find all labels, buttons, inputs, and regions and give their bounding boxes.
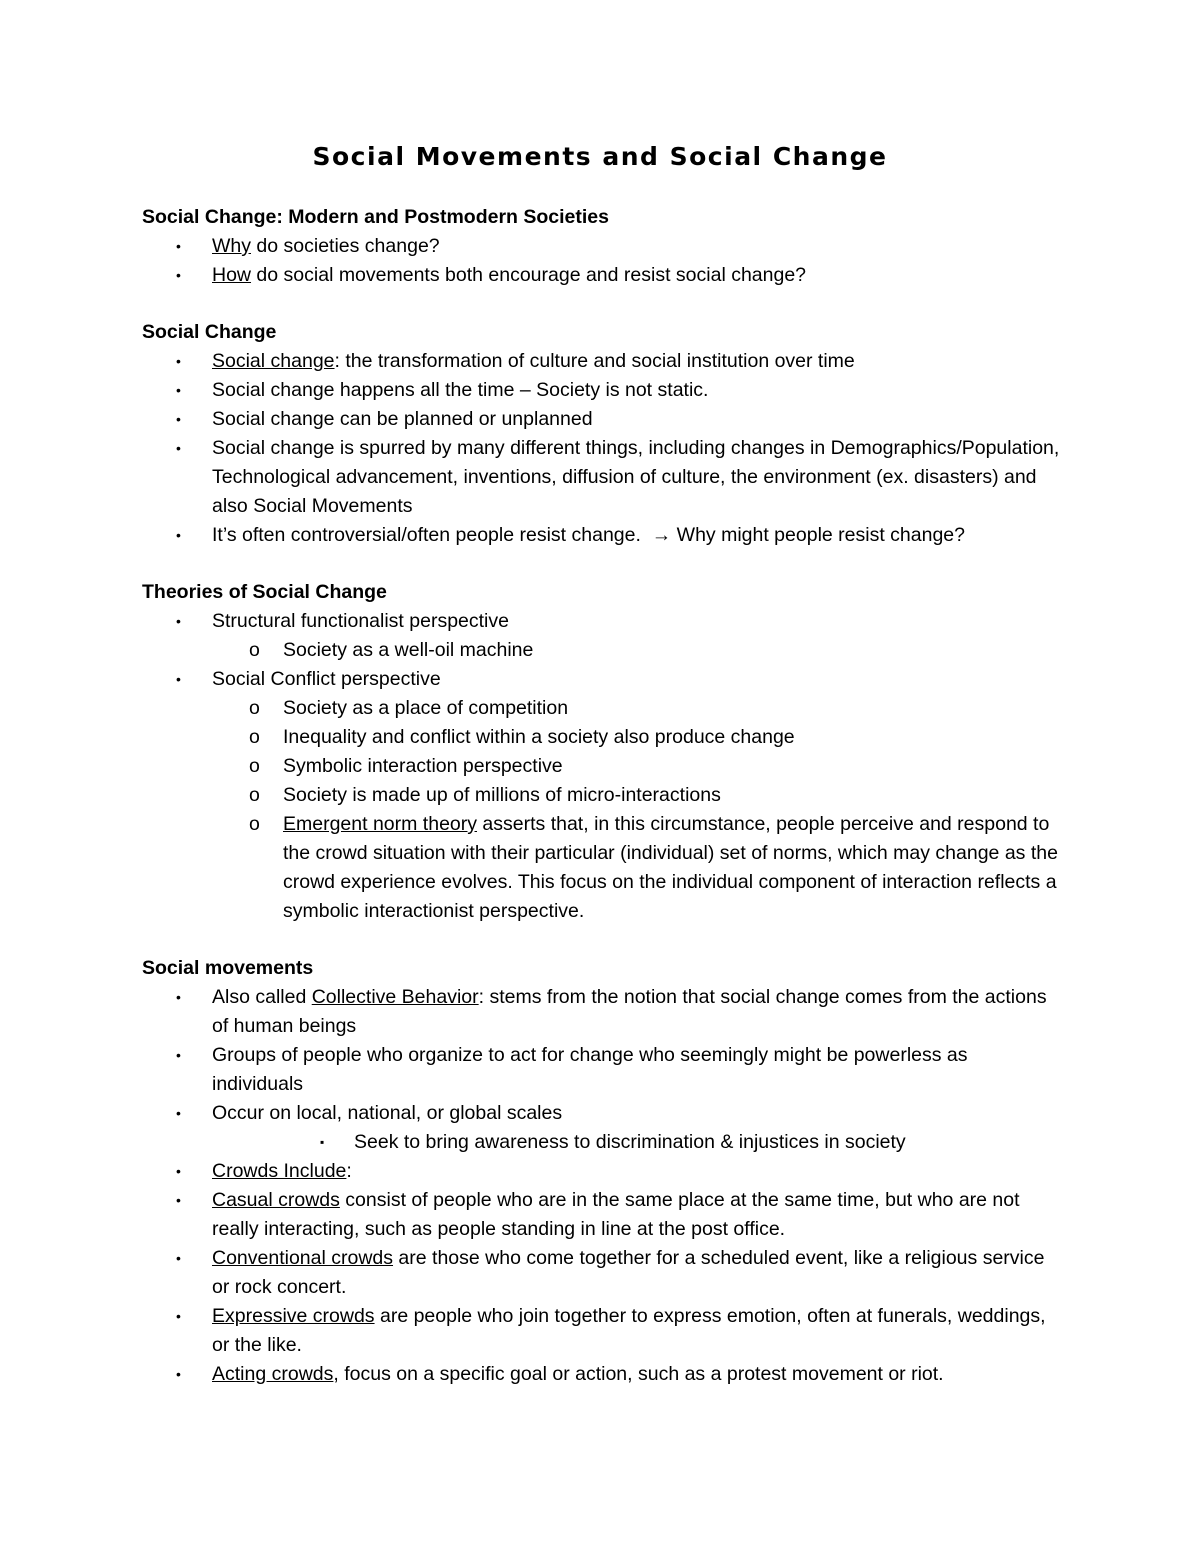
circle-marker: o	[249, 639, 260, 661]
item-text: Structural functionalist perspective	[212, 610, 509, 632]
bullet-list	[142, 347, 1062, 550]
item-text: Social Conflict perspective	[212, 668, 441, 690]
circle-marker: o	[249, 813, 260, 835]
item-text: Inequality and conflict within a society also produce change	[283, 726, 795, 748]
bullet-marker: •	[176, 267, 181, 283]
square-marker: ▪	[320, 1135, 325, 1149]
list-item	[142, 665, 1062, 694]
bullet-marker: •	[176, 382, 181, 398]
key-term: Crowds Include	[212, 1160, 347, 1182]
section-heading: Social Change: Modern and Postmodern Societies	[142, 206, 610, 228]
bullet-marker: •	[176, 671, 181, 687]
list-item	[142, 1099, 1062, 1128]
key-term: Social change	[212, 350, 335, 372]
item-text: Society as a well-oil machine	[283, 639, 534, 661]
item-text: Groups of people who organize to act for change who seemingly might be powerless as individuals	[212, 1044, 968, 1095]
item-text: Social change can be planned or unplanned	[212, 408, 593, 430]
item-text: Seek to bring awareness to discrimination & injustices in society	[354, 1131, 906, 1153]
sub-list-item	[142, 723, 1062, 752]
item-text: Society as a place of competition	[283, 697, 569, 719]
circle-marker: o	[249, 697, 260, 719]
list-item	[142, 1157, 1062, 1186]
bullet-marker: •	[176, 1250, 181, 1266]
list-item	[142, 376, 1062, 405]
key-term: Expressive crowds	[212, 1305, 375, 1327]
item-text: : the transformation of culture and social institution over time	[334, 350, 855, 372]
key-term: Emergent norm theory	[283, 813, 478, 835]
list-item	[142, 261, 1062, 290]
list-item	[142, 983, 1062, 1041]
bullet-marker: •	[176, 1047, 181, 1063]
item-text: Society is made up of millions of micro-interactions	[283, 784, 721, 806]
list-item	[142, 347, 1062, 376]
document-title: Social Movements and Social Change	[312, 142, 888, 171]
list-item	[142, 1244, 1062, 1302]
list-item	[142, 405, 1062, 434]
sub-list-item	[142, 694, 1062, 723]
bullet-list	[142, 232, 1062, 290]
item-text: do societies change?	[251, 235, 440, 257]
section-heading: Social movements	[142, 957, 314, 979]
bullet-marker: •	[176, 1366, 181, 1382]
item-text: Symbolic interaction perspective	[283, 755, 563, 777]
item-text: consist of people who are in the same place at the same time, but who are not really interacting, such as people standing in line at the post office.	[212, 1189, 1020, 1240]
key-term: Why	[212, 235, 251, 257]
bullet-marker: •	[176, 1192, 181, 1208]
bullet-list	[142, 983, 1062, 1389]
key-term: Conventional crowds	[212, 1247, 394, 1269]
list-item	[142, 1186, 1062, 1244]
item-text: are people who join together to express emotion, often at funerals, weddings, or the like.	[212, 1305, 1046, 1356]
circle-marker: o	[249, 755, 260, 777]
item-text: asserts that, in this circumstance, people perceive and respond to the crowd situation with their particular (individual) set of norms, which may change as the crowd experience evolves. This focus on the individual component of interaction reflects a symbolic interactionist perspective.	[283, 813, 1058, 922]
bullet-marker: •	[176, 1105, 181, 1121]
sub-list-item	[142, 636, 1062, 665]
circle-marker: o	[249, 726, 260, 748]
circle-marker: o	[249, 784, 260, 806]
list-item	[142, 434, 1062, 521]
key-term: Casual crowds	[212, 1189, 340, 1211]
arrow-right-icon: →	[651, 524, 672, 546]
item-text: Why might people resist change?	[671, 524, 965, 546]
list-item	[142, 232, 1062, 261]
item-text: are those who come together for a scheduled event, like a religious service or rock concert.	[212, 1247, 1045, 1298]
bullet-marker: •	[176, 1163, 181, 1179]
item-text: Occur on local, national, or global scales	[212, 1102, 563, 1124]
key-term: Acting crowds	[212, 1363, 334, 1385]
sub-list-item	[142, 810, 1062, 926]
item-text: : stems from the notion that social change comes from the actions of human beings	[212, 986, 1047, 1037]
list-item	[142, 1360, 1062, 1389]
item-text: Also called	[212, 986, 312, 1008]
item-text: Social change is spurred by many different things, including changes in Demographics/Population, Technological advancement, inventions, diffusion of culture, the environment (ex. disasters) and also Social Movements	[212, 437, 1060, 517]
sub-sub-list-item	[142, 1128, 1062, 1157]
section-heading: Theories of Social Change	[142, 581, 387, 603]
item-text: do social movements both encourage and resist social change?	[251, 264, 807, 286]
bullet-marker: •	[176, 238, 181, 254]
item-text: It’s often controversial/often people resist change.	[212, 524, 641, 546]
bullet-list	[142, 607, 1062, 926]
item-text: :	[346, 1160, 352, 1182]
bullet-marker: •	[176, 353, 181, 369]
list-item	[142, 521, 1062, 550]
key-term: How	[212, 264, 252, 286]
list-item	[142, 1041, 1062, 1099]
bullet-marker: •	[176, 527, 181, 543]
bullet-marker: •	[176, 989, 181, 1005]
bullet-marker: •	[176, 440, 181, 456]
key-term: Collective Behavior	[311, 986, 479, 1008]
item-text: , focus on a specific goal or action, such as a protest movement or riot.	[333, 1363, 944, 1385]
list-item	[142, 1302, 1062, 1360]
document-body	[142, 203, 1062, 1389]
section-heading: Social Change	[142, 321, 277, 343]
list-item	[142, 607, 1062, 636]
bullet-marker: •	[176, 411, 181, 427]
sub-list-item	[142, 752, 1062, 781]
item-text: Social change happens all the time – Society is not static.	[212, 379, 709, 401]
bullet-marker: •	[176, 613, 181, 629]
bullet-marker: •	[176, 1308, 181, 1324]
sub-list-item	[142, 781, 1062, 810]
